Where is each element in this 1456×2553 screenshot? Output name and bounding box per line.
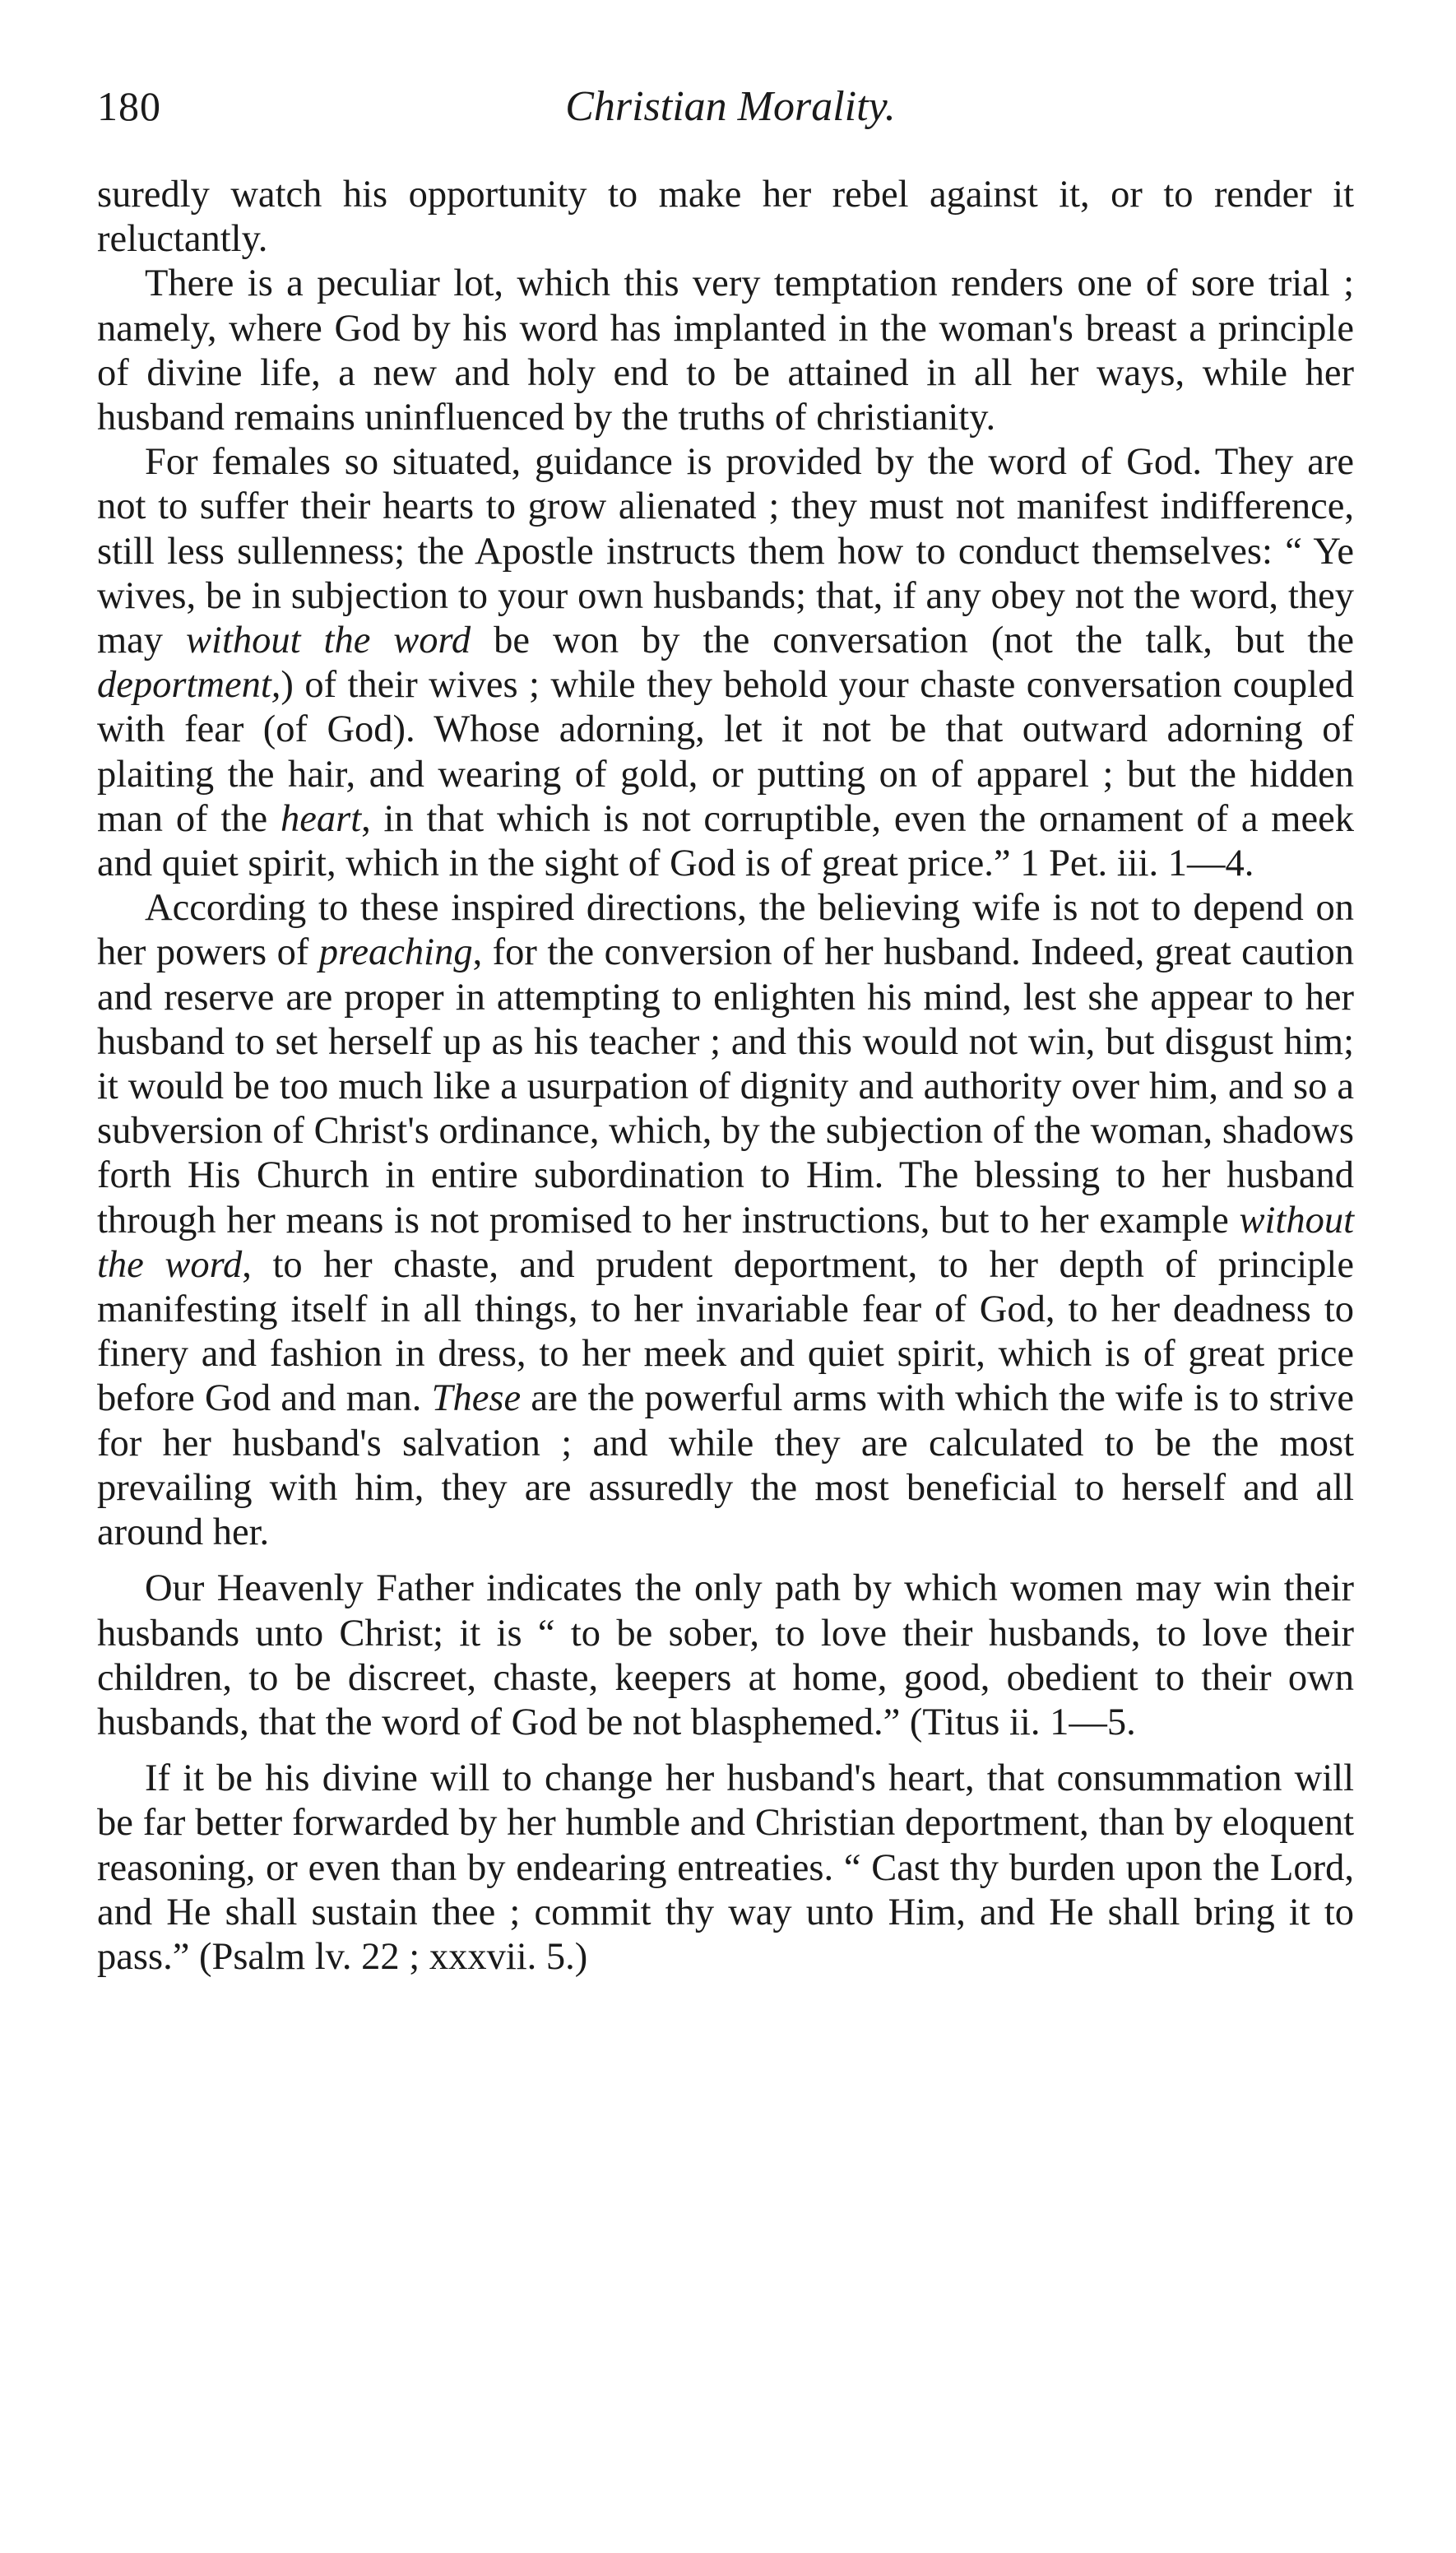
- paragraph-inspired-directions: [97, 886, 1354, 1555]
- paragraph-females-situated: [97, 440, 1354, 886]
- text-segment: , in that which is not corruptible, even the ornament of a meek and quiet spirit, which in the sight of God is of great price.” 1 Pet. iii. 1—4.: [97, 797, 1354, 885]
- text-segment: If it be his divine will to change her husband's heart, that consummation will be far better forwarded by her humble and Christian deportment, than by eloquent reasoning, or even than by endearing entreaties. “ Cast thy burden upon the Lord, and He shall sustain thee ; commit thy way unto Him, and He shall bring it to pass.” (Psalm lv. 22 ; xxxvii. 5.): [97, 1757, 1354, 1978]
- italic-segment: deportment,: [97, 664, 281, 707]
- text-segment: ) of their wives ; while they behold your chaste conversation coupled with fear (of God). Whose adorning, let it not be that outward adorning of plaiting the hair, and wearing of gold, or putting on of apparel ; but the hidden man of the: [97, 664, 1354, 840]
- body-text: [97, 173, 1354, 1980]
- text-segment: , to her chaste, and prudent deportment, to her depth of principle manifesting itself in all things, to her invariable fear of God, to her deadness to finery and fashion in dress, to her meek and quiet spirit, which is of great price before God and man.: [97, 1243, 1354, 1420]
- italic-segment: without the word: [186, 620, 471, 662]
- running-head: Christian Morality.: [565, 83, 896, 130]
- text-segment: For females so situated, guidance is provided by the word of God. They are not to suffer their hearts to grow alienated ; they must not manifest indifference, still less sullenness; the Apostle instructs them how to conduct themselves: “ Ye wives, be in subjection to your own husbands; that, if any obey not the word, they may: [97, 441, 1354, 662]
- paragraph-heavenly-father: [97, 1567, 1354, 1745]
- text-segment: According to these inspired directions, the believing wife is not to depend on her powers of: [97, 887, 1354, 974]
- text-segment: There is a peculiar lot, which this very temptation renders one of sore trial ; namely, where God by his word has implanted in the woman's breast a principle of divine life, a new and holy end to be attained in all her ways, while her husband remains uninfluenced by the truths of christianity.: [97, 262, 1354, 439]
- text-segment: are the powerful arms with which the wife is to strive for her husband's salvation ; and while they are calculated to be the most prevailing with him, they are assuredly the most beneficial to herself and all around her.: [97, 1377, 1354, 1554]
- page-number: 180: [97, 83, 161, 129]
- page-header: [97, 82, 1364, 156]
- italic-segment: preaching: [318, 931, 473, 974]
- text-segment: suredly watch his opportunity to make her rebel against it, or to render it reluctantly.: [97, 174, 1354, 261]
- text-segment: Our Heavenly Father indicates the only path by which women may win their husbands unto Christ; it is “ to be sober, to love their husbands, to love their children, to be discreet, chaste, keepers at home, good, obedient to their own husbands, that the word of God be not blasphemed.” (Titus ii. 1—5.: [97, 1567, 1354, 1743]
- paragraph-peculiar-lot: [97, 262, 1354, 440]
- italic-segment: heart: [280, 797, 362, 840]
- text-segment: be won by the conversation (not the talk, but the: [471, 620, 1355, 662]
- paragraph-divine-will: [97, 1757, 1354, 1980]
- paragraph-continuation: [97, 173, 1354, 262]
- italic-segment: without the word: [97, 1199, 1354, 1286]
- italic-segment: These: [431, 1377, 522, 1420]
- text-segment: , for the conversion of her husband. Indeed, great caution and reserve are proper in attempting to enlighten his mind, lest she appear to her husband to set herself up as his teacher ; and this would not win, but disgust him; it would be too much like a usurpation of dignity and authority over him, and so a subversion of Christ's ordinance, which, by the subjection of the woman, shadows forth His Church in entire subordination to Him. The blessing to her husband through her means is not promised to her instructions, but to her example: [97, 931, 1354, 1242]
